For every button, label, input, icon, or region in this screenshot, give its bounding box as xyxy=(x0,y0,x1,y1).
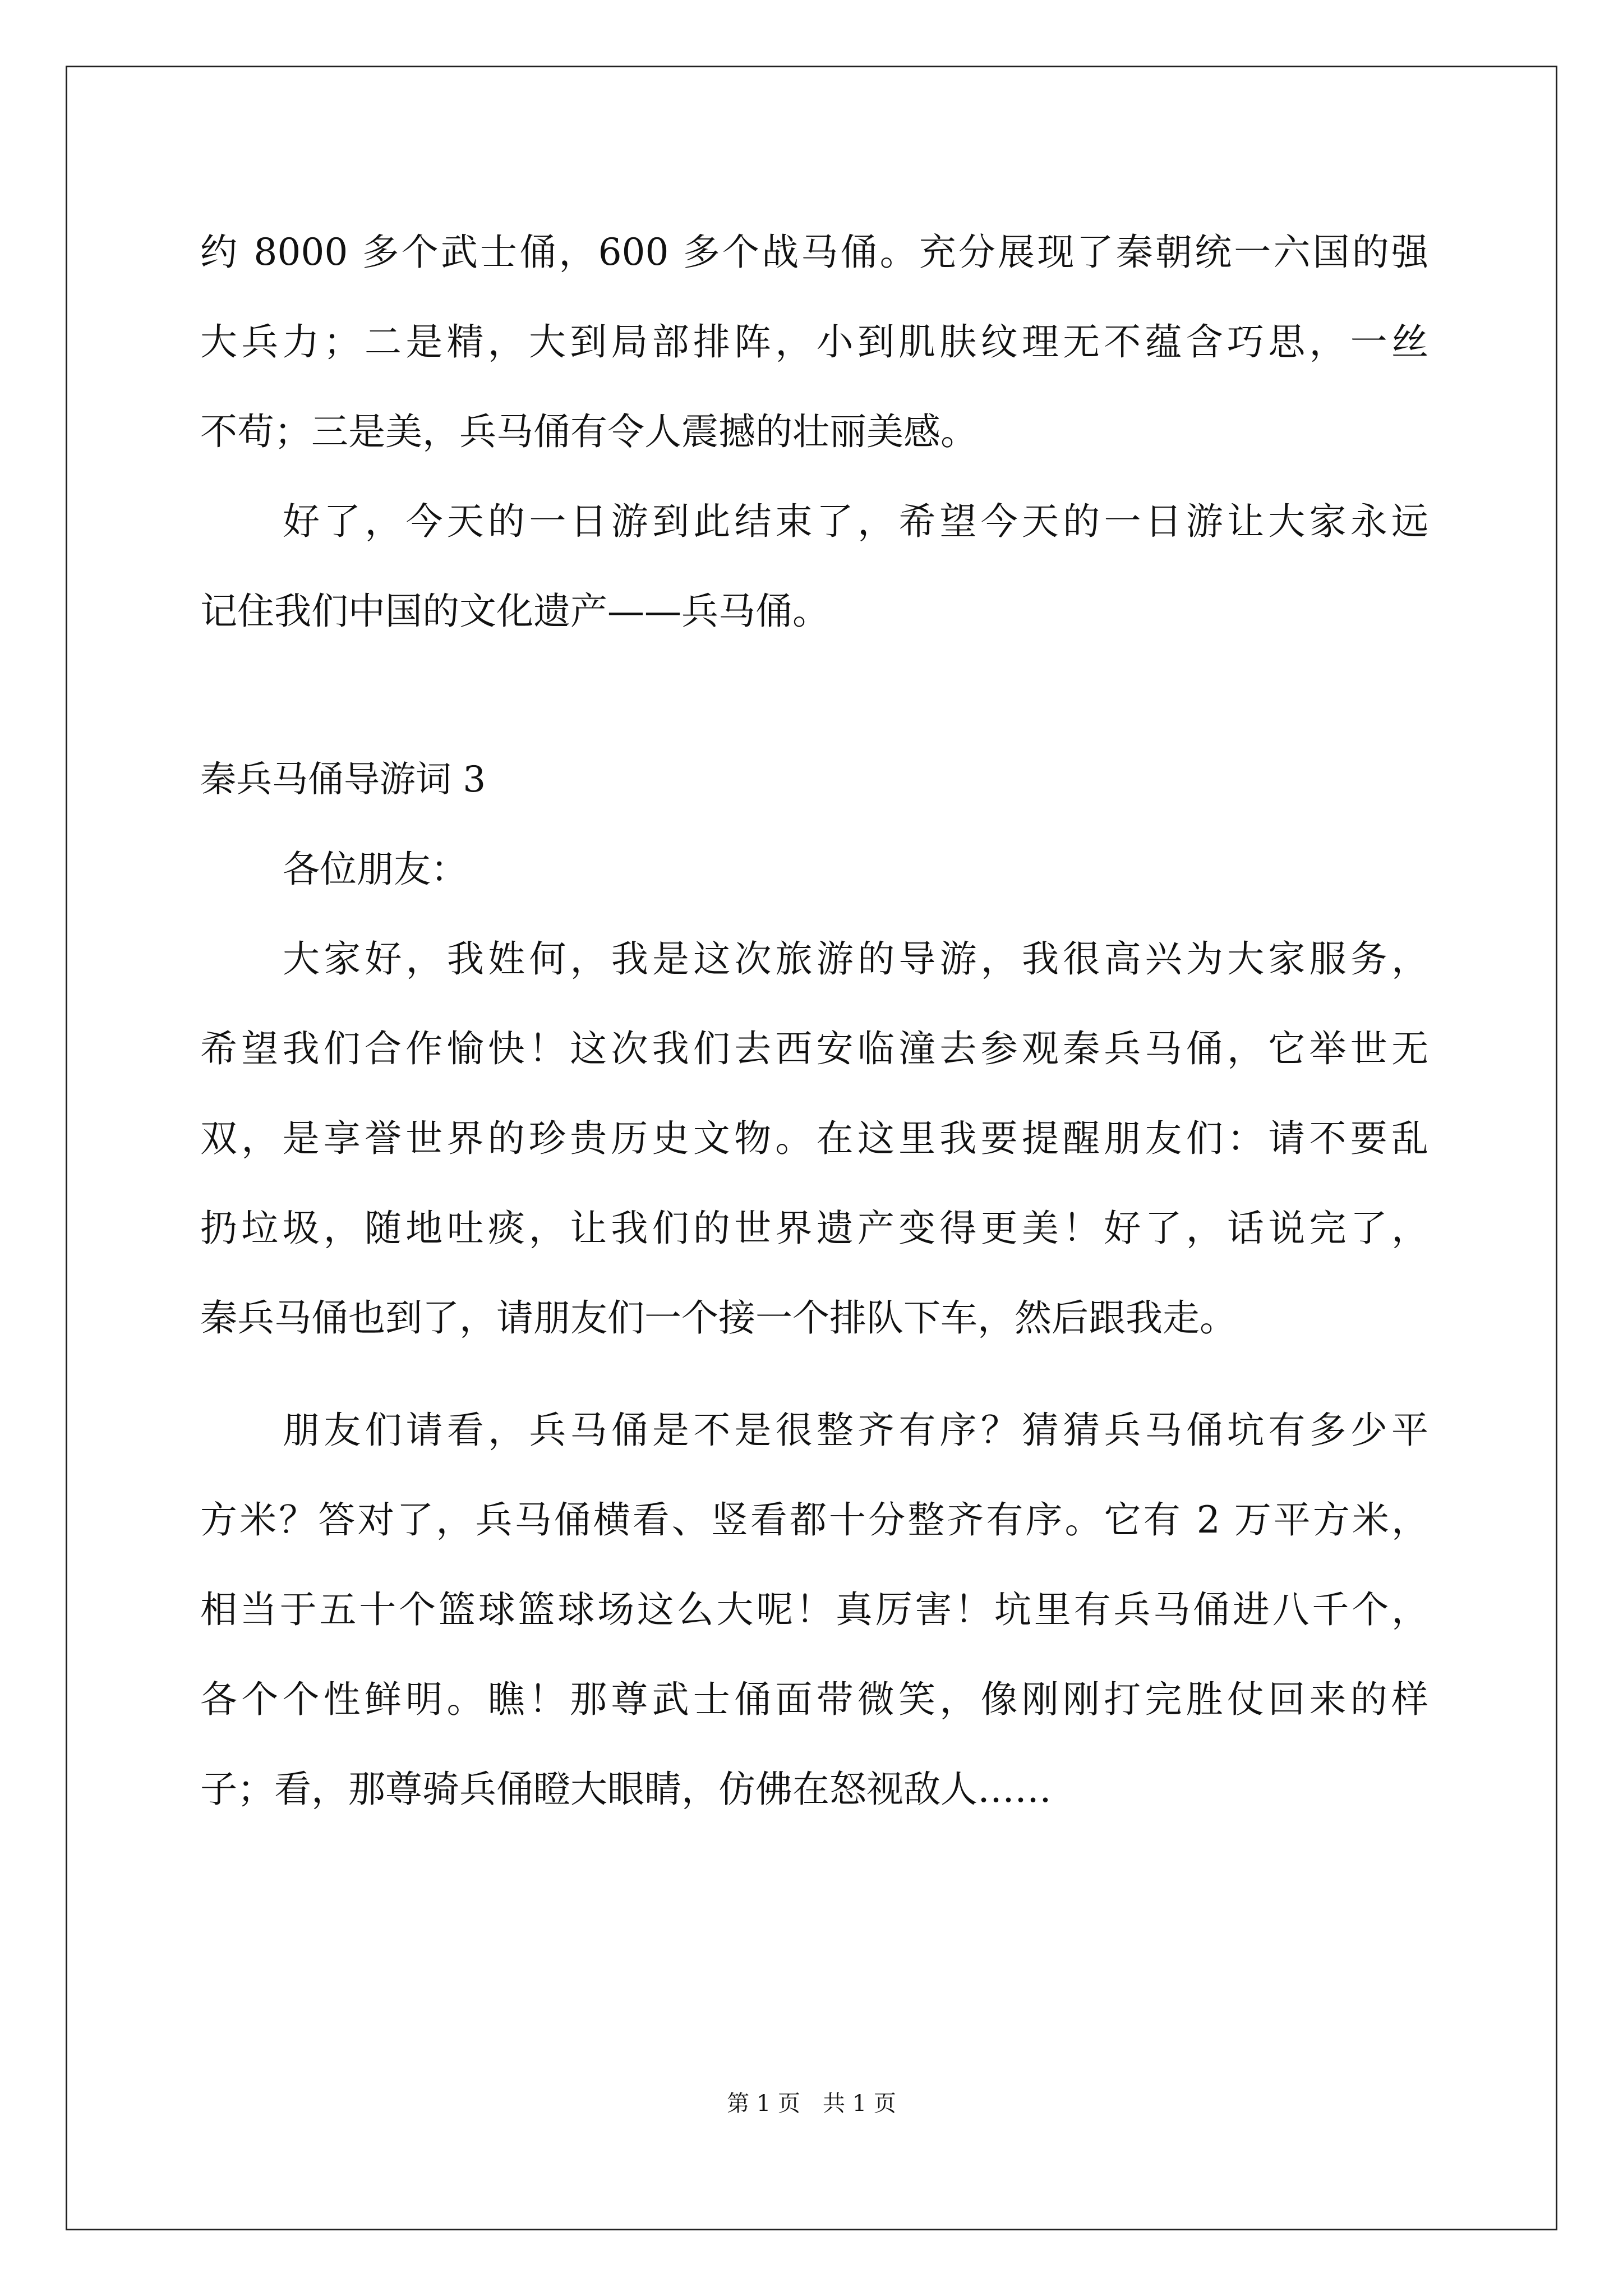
paragraph-line: 各个个性鲜明。瞧！那尊武士俑面带微笑，像刚刚打完胜仗回来的样 xyxy=(200,1678,1428,1721)
paragraph-line: 朋友们请看，兵马俑是不是很整齐有序？猜猜兵马俑坑有多少平 xyxy=(283,1409,1428,1452)
paragraph-line: 秦兵马俑也到了，请朋友们一个接一个排队下车，然后跟我走。 xyxy=(200,1296,1237,1340)
section-heading: 秦兵马俑导游词 3 xyxy=(200,759,486,800)
paragraph-line: 不苟；三是美，兵马俑有令人震撼的壮丽美感。 xyxy=(200,410,978,453)
page-footer: 第 1 页 共 1 页 xyxy=(727,2091,896,2116)
paragraph-line: 好了，今天的一日游到此结束了，希望今天的一日游让大家永远 xyxy=(283,500,1428,543)
greeting-line: 各位朋友： xyxy=(283,848,468,891)
paragraph-line: 希望我们合作愉快！这次我们去西安临潼去参观秦兵马俑，它举世无 xyxy=(200,1027,1428,1070)
paragraph-line: 相当于五十个篮球篮球场这么大呢！真厉害！坑里有兵马俑进八千个， xyxy=(200,1588,1428,1631)
paragraph-line: 方米？答对了，兵马俑横看、竖看都十分整齐有序。它有 2 万平方米， xyxy=(200,1498,1428,1542)
paragraph-line: 约 8000 多个武士俑，600 多个战马俑。充分展现了秦朝统一六国的强 xyxy=(200,231,1428,274)
paragraph-line: 大家好，我姓何，我是这次旅游的导游，我很高兴为大家服务， xyxy=(283,937,1428,981)
paragraph-line: 大兵力；二是精，大到局部排阵，小到肌肤纹理无不蕴含巧思，一丝 xyxy=(200,320,1428,364)
paragraph-line: 扔垃圾，随地吐痰，让我们的世界遗产变得更美！好了，话说完了， xyxy=(200,1207,1428,1250)
paragraph-line: 双，是享誉世界的珍贵历史文物。在这里我要提醒朋友们：请不要乱 xyxy=(200,1117,1428,1160)
paragraph-line: 记住我们中国的文化遗产——兵马俑。 xyxy=(200,590,829,633)
paragraph-line: 子；看，那尊骑兵俑瞪大眼睛，仿佛在怒视敌人…… xyxy=(200,1768,1052,1811)
